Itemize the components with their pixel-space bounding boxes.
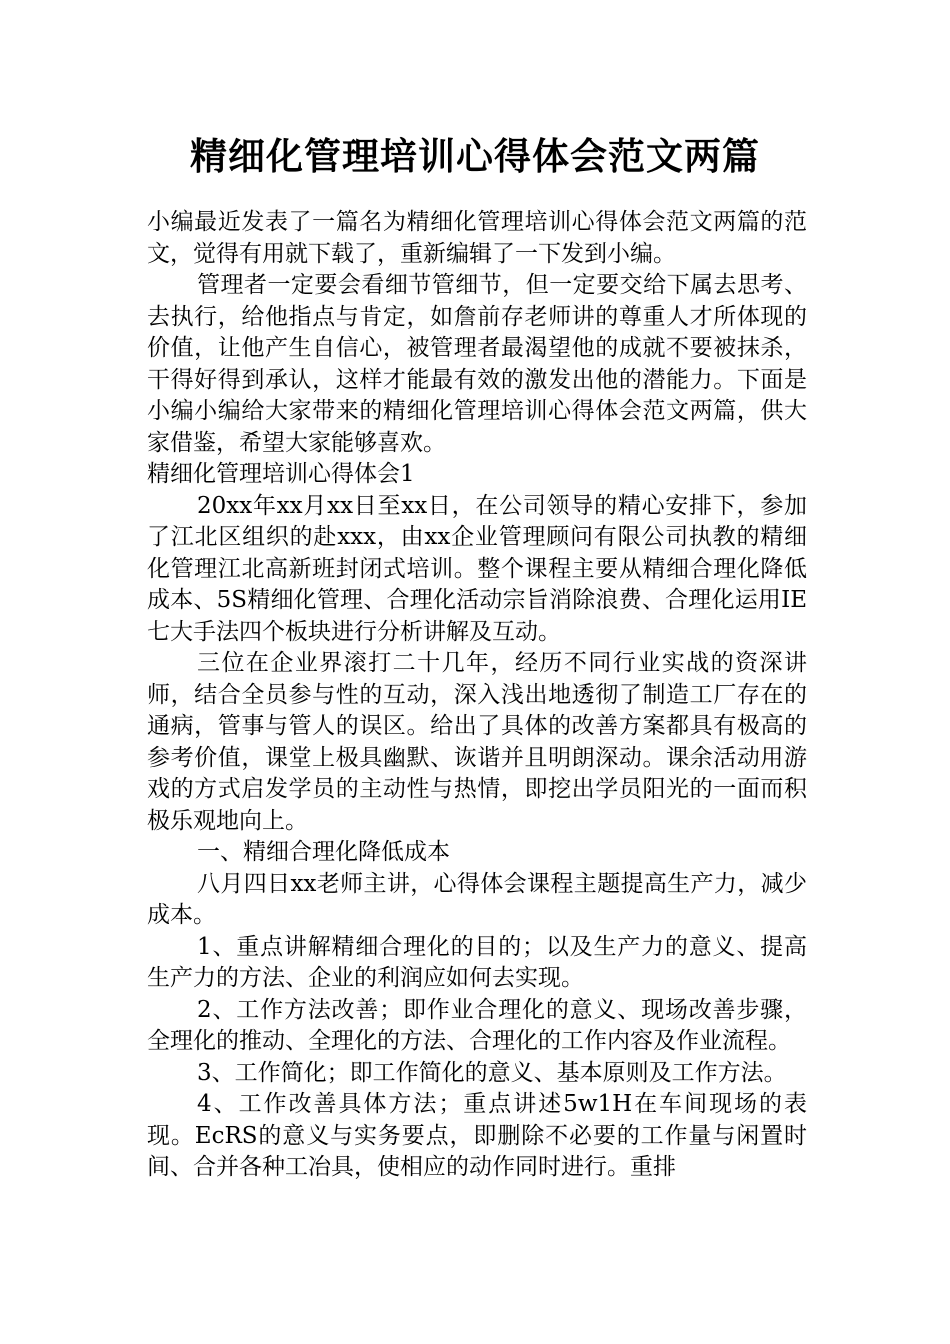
list-item-2: 2、工作方法改善；即作业合理化的意义、现场改善步骤，全理化的推动、全理化的方法、合理化的工作内容及作业流程。: [147, 996, 807, 1054]
paragraph-instructors: 三位在企业界滚打二十几年，经历不同行业实战的资深讲师，结合全员参与性的互动，深入浅出地透彻了制造工厂存在的通病，管事与管人的误区。给出了具体的改善方案都具有极高的参考价值，课堂上极具幽默、诙谐并且明朗深动。课余活动用游戏的方式启发学员的主动性与热情，即挖出学员阳光的一面而积极乐观地向上。: [147, 650, 807, 834]
list-item-4: 4、工作改善具体方法；重点讲述5w1H在车间现场的表现。EcRS的意义与实务要点，即删除不必要的工作量与闲置时间、合并各种工冶具，使相应的动作同时进行。重排: [147, 1091, 807, 1180]
list-item-1: 1、重点讲解精细合理化的目的；以及生产力的意义、提高生产力的方法、企业的利润应如何去实现。: [147, 933, 807, 991]
paragraph-training-overview: 20xx年xx月xx日至xx日，在公司领导的精心安排下，参加了江北区组织的赴xxx，由xx企业管理顾问有限公司执教的精细化管理江北高新班封闭式培训。整个课程主要从精细合理化降低成本、5S精细化管理、合理化活动宗旨消除浪费、合理化运用IE七大手法四个板块进行分析讲解及互动。: [147, 492, 807, 645]
paragraph-intro: 小编最近发表了一篇名为精细化管理培训心得体会范文两篇的范文，觉得有用就下载了，重新编辑了一下发到小编。: [147, 209, 807, 267]
subsection-heading-1: 一、精细合理化降低成本: [197, 839, 450, 865]
document-body: [147, 207, 807, 1184]
paragraph-summary: 管理者一定要会看细节管细节，但一定要交给下属去思考、去执行，给他指点与肯定，如詹前存老师讲的尊重人才所体现的价值，让他产生自信心，被管理者最渴望他的成就不要被抹杀，干得好得到承认，这样才能最有效的激发出他的潜能力。下面是小编小编给大家带来的精细化管理培训心得体会范文两篇，供大家借鉴，希望大家能够喜欢。: [147, 272, 807, 456]
section-heading-1: 精细化管理培训心得体会1: [147, 461, 415, 487]
list-item-3: 3、工作简化；即工作简化的意义、基本原则及工作方法。: [197, 1059, 787, 1086]
paragraph-course-theme: 八月四日xx老师主讲，心得体会课程主题提高生产力，减少成本。: [147, 870, 807, 928]
document-title: 精细化管理培训心得体会范文两篇: [190, 134, 760, 178]
